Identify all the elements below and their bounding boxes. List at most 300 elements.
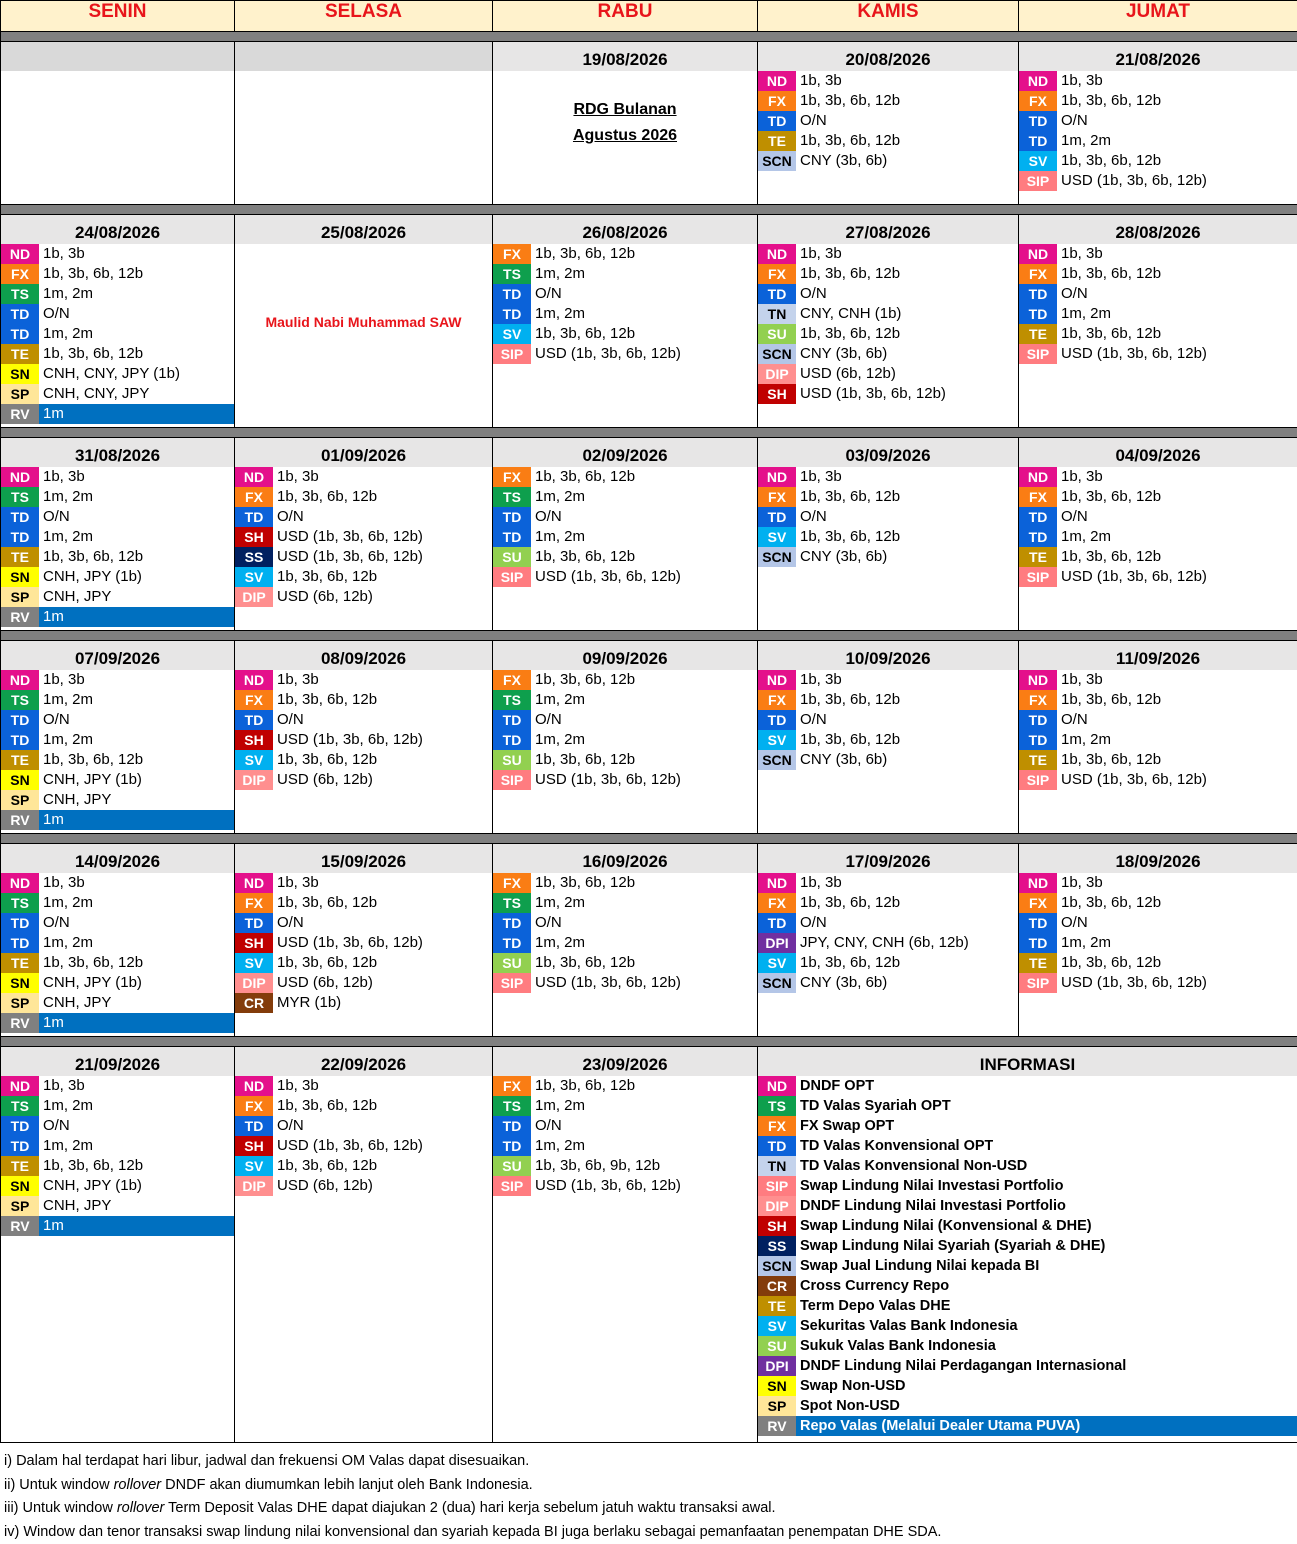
schedule-item (1, 670, 234, 690)
schedule-item (235, 913, 492, 933)
schedule-item (1019, 690, 1297, 710)
tenor-text: 1b, 3b, 6b, 12b (273, 567, 377, 587)
week-row (1, 42, 1297, 204)
instrument-badge-sn: SN (1, 973, 39, 993)
tenor-text: CNH, JPY (1b) (39, 567, 142, 587)
tenor-text: 1b, 3b, 6b, 12b (273, 1156, 377, 1176)
instrument-badge-td: TD (1019, 111, 1057, 131)
instrument-badge-nd: ND (1019, 71, 1057, 91)
tenor-text: 1b, 3b, 6b, 12b (531, 244, 635, 264)
instrument-badge-cr: CR (758, 1276, 796, 1296)
instrument-badge-ts: TS (1, 487, 39, 507)
schedule-item (493, 873, 757, 893)
schedule-item (758, 487, 1018, 507)
schedule-item (235, 933, 492, 953)
day-date: 01/09/2026 (235, 438, 492, 467)
empty-date-header (1, 42, 234, 71)
instrument-badge-fx: FX (493, 1076, 531, 1096)
instrument-badge-sip: SIP (1019, 171, 1057, 191)
tenor-text: MYR (1b) (273, 993, 341, 1013)
week-separator-bar (1, 833, 1297, 843)
instrument-badge-sp: SP (1, 587, 39, 607)
tenor-text: O/N (531, 284, 562, 304)
instrument-badge-td: TD (1, 507, 39, 527)
instrument-badge-nd: ND (758, 71, 796, 91)
instrument-badge-dip: DIP (235, 973, 273, 993)
schedule-item (493, 1136, 757, 1156)
schedule-item (1, 587, 234, 607)
legend-item (758, 1236, 1297, 1256)
tenor-text: O/N (273, 507, 304, 527)
tenor-text: USD (1b, 3b, 6b, 12b) (531, 770, 681, 790)
tenor-text: 1b, 3b (39, 873, 85, 893)
instrument-badge-te: TE (1, 953, 39, 973)
week-separator (1, 32, 1297, 42)
schedule-item (1, 344, 234, 364)
day-cell (493, 1047, 758, 1443)
instrument-badge-fx: FX (758, 91, 796, 111)
tenor-text: 1m, 2m (531, 1136, 585, 1156)
day-cell (758, 438, 1019, 631)
tenor-text: 1b, 3b, 6b, 12b (796, 91, 900, 111)
day-date: 10/09/2026 (758, 641, 1018, 670)
instrument-badge-ts: TS (1, 893, 39, 913)
tenor-text: 1b, 3b (273, 670, 319, 690)
tenor-text: 1b, 3b, 6b, 12b (1057, 91, 1161, 111)
tenor-text: O/N (796, 284, 827, 304)
schedule-item (1, 1176, 234, 1196)
tenor-text: USD (1b, 3b, 6b, 12b) (273, 1136, 423, 1156)
tenor-text: 1b, 3b, 6b, 12b (1057, 547, 1161, 567)
instrument-badge-td: TD (1019, 131, 1057, 151)
schedule-item (1019, 750, 1297, 770)
instrument-badge-te: TE (1, 750, 39, 770)
day-cell (1, 641, 235, 834)
schedule-item (235, 873, 492, 893)
schedule-item (235, 1176, 492, 1196)
legend-label: Cross Currency Repo (796, 1276, 949, 1296)
schedule-item (1, 527, 234, 547)
tenor-text: 1m, 2m (39, 933, 93, 953)
tenor-text: USD (6b, 12b) (273, 587, 373, 607)
tenor-text: 1m (39, 1013, 64, 1033)
week-separator-bar (1, 32, 1297, 42)
tenor-text: 1m, 2m (39, 284, 93, 304)
day-cell (235, 1047, 493, 1443)
tenor-text: USD (1b, 3b, 6b, 12b) (1057, 770, 1207, 790)
schedule-item (758, 690, 1018, 710)
instrument-badge-su: SU (758, 1336, 796, 1356)
schedule-item (758, 873, 1018, 893)
instrument-badge-dip: DIP (758, 364, 796, 384)
day-date: 18/09/2026 (1019, 844, 1297, 873)
instrument-badge-dip: DIP (235, 1176, 273, 1196)
tenor-text: 1b, 3b (1057, 467, 1103, 487)
schedule-item (235, 670, 492, 690)
schedule-item (235, 487, 492, 507)
tenor-text: 1b, 3b (796, 244, 842, 264)
instrument-badge-td: TD (493, 527, 531, 547)
tenor-text: 1b, 3b, 6b, 12b (1057, 893, 1161, 913)
schedule-item (758, 151, 1018, 171)
instrument-badge-td: TD (1019, 730, 1057, 750)
tenor-text: 1b, 3b (273, 873, 319, 893)
tenor-text: 1b, 3b, 6b, 12b (796, 690, 900, 710)
schedule-item (493, 304, 757, 324)
instrument-badge-sv: SV (235, 750, 273, 770)
day-cell (493, 641, 758, 834)
instrument-badge-sv: SV (235, 1156, 273, 1176)
legend-item (758, 1416, 1297, 1436)
schedule-item (1019, 91, 1297, 111)
day-date: 08/09/2026 (235, 641, 492, 670)
schedule-item (1, 790, 234, 810)
tenor-text: O/N (39, 913, 70, 933)
schedule-item (235, 467, 492, 487)
legend-label: DNDF Lindung Nilai Investasi Portfolio (796, 1196, 1066, 1216)
instrument-badge-scn: SCN (758, 547, 796, 567)
schedule-item (758, 750, 1018, 770)
schedule-item (1, 953, 234, 973)
instrument-badge-nd: ND (1, 670, 39, 690)
tenor-text: CNY (3b, 6b) (796, 750, 887, 770)
tenor-text: CNY (3b, 6b) (796, 151, 887, 171)
schedule-item (1, 1096, 234, 1116)
legend-label: TD Valas Syariah OPT (796, 1096, 951, 1116)
instrument-badge-te: TE (758, 131, 796, 151)
instrument-badge-td: TD (493, 304, 531, 324)
instrument-badge-td: TD (758, 1136, 796, 1156)
tenor-text: 1b, 3b, 6b, 12b (1057, 324, 1161, 344)
week-row (1, 641, 1297, 834)
instrument-badge-scn: SCN (758, 973, 796, 993)
tenor-text: CNH, JPY (1b) (39, 973, 142, 993)
tenor-text: O/N (796, 913, 827, 933)
schedule-item (758, 913, 1018, 933)
schedule-item (1019, 304, 1297, 324)
schedule-item (1, 810, 234, 830)
instrument-badge-cr: CR (235, 993, 273, 1013)
schedule-item (1, 244, 234, 264)
tenor-text: 1m, 2m (1057, 131, 1111, 151)
day-cell (1019, 214, 1297, 427)
instrument-badge-sn: SN (1, 364, 39, 384)
instrument-badge-fx: FX (758, 487, 796, 507)
schedule-item (1, 730, 234, 750)
schedule-item (1019, 344, 1297, 364)
tenor-text: 1b, 3b (796, 873, 842, 893)
tenor-text: 1b, 3b, 6b, 12b (39, 344, 143, 364)
instrument-badge-te: TE (1, 547, 39, 567)
schedule-item (235, 770, 492, 790)
legend-label: Swap Jual Lindung Nilai kepada BI (796, 1256, 1039, 1276)
day-date: 03/09/2026 (758, 438, 1018, 467)
day-cell (1, 214, 235, 427)
instrument-badge-td: TD (1, 730, 39, 750)
day-cell (1, 42, 235, 204)
schedule-item (1019, 973, 1297, 993)
tenor-text: 1b, 3b (1057, 873, 1103, 893)
instrument-badge-ts: TS (493, 264, 531, 284)
legend-item (758, 1356, 1297, 1376)
instrument-badge-sip: SIP (493, 567, 531, 587)
tenor-text: 1m, 2m (531, 690, 585, 710)
tenor-text: USD (1b, 3b, 6b, 12b) (273, 547, 423, 567)
instrument-badge-su: SU (493, 1156, 531, 1176)
schedule-item (1, 1136, 234, 1156)
schedule-item (493, 670, 757, 690)
legend-item (758, 1296, 1297, 1316)
tenor-text: USD (6b, 12b) (273, 973, 373, 993)
instrument-badge-sv: SV (493, 324, 531, 344)
tenor-text: 1m, 2m (531, 304, 585, 324)
tenor-text: CNH, CNY, JPY (1b) (39, 364, 180, 384)
footnote-text: DNDF akan diumumkan lebih lanjut oleh Bank Indonesia. (161, 1477, 533, 1493)
tenor-text: 1b, 3b, 6b, 12b (796, 324, 900, 344)
schedule-item (493, 953, 757, 973)
schedule-item (1019, 264, 1297, 284)
tenor-text: USD (6b, 12b) (273, 1176, 373, 1196)
tenor-text: 1b, 3b (273, 1076, 319, 1096)
legend-label: Swap Lindung Nilai (Konvensional & DHE) (796, 1216, 1092, 1236)
tenor-text: 1b, 3b, 6b, 12b (273, 953, 377, 973)
tenor-text: O/N (531, 710, 562, 730)
tenor-text: CNY, CNH (1b) (796, 304, 901, 324)
schedule-item (235, 710, 492, 730)
legend-label: Sekuritas Valas Bank Indonesia (796, 1316, 1018, 1336)
instrument-badge-ts: TS (493, 893, 531, 913)
tenor-text: 1m, 2m (531, 933, 585, 953)
schedule-item (493, 467, 757, 487)
schedule-item (493, 284, 757, 304)
day-cell (235, 214, 493, 427)
schedule-item (1019, 507, 1297, 527)
schedule-item (1, 973, 234, 993)
footnote-text: Term Deposit Valas DHE dapat diajukan 2 (dua) hari kerja sebelum jatuh waktu transaksi awal. (164, 1500, 775, 1516)
instrument-badge-rv: RV (1, 1013, 39, 1033)
tenor-text: USD (1b, 3b, 6b, 12b) (531, 567, 681, 587)
instrument-badge-nd: ND (1, 873, 39, 893)
instrument-badge-td: TD (493, 913, 531, 933)
week-separator-bar (1, 427, 1297, 437)
day-cell (1, 844, 235, 1037)
day-date: 25/08/2026 (235, 215, 492, 244)
day-cell (758, 641, 1019, 834)
tenor-text: O/N (1057, 111, 1088, 131)
legend-label: TD Valas Konvensional OPT (796, 1136, 993, 1156)
tenor-text: O/N (273, 710, 304, 730)
instrument-badge-td: TD (1, 527, 39, 547)
legend-label: FX Swap OPT (796, 1116, 894, 1136)
instrument-badge-td: TD (1, 710, 39, 730)
tenor-text: 1b, 3b, 6b, 12b (273, 487, 377, 507)
instrument-badge-nd: ND (1019, 873, 1057, 893)
schedule-item (1019, 111, 1297, 131)
instrument-badge-ts: TS (1, 284, 39, 304)
instrument-badge-sv: SV (235, 567, 273, 587)
schedule-item (235, 527, 492, 547)
legend-label: DNDF Lindung Nilai Perdagangan Internasional (796, 1356, 1126, 1376)
schedule-item (493, 1176, 757, 1196)
instrument-badge-fx: FX (1019, 487, 1057, 507)
instrument-badge-sv: SV (1019, 151, 1057, 171)
footnote-italic: rollover (114, 1477, 162, 1493)
instrument-badge-td: TD (493, 1136, 531, 1156)
schedule-item (1019, 284, 1297, 304)
legend-item (758, 1316, 1297, 1336)
instrument-badge-te: TE (1, 1156, 39, 1176)
schedule-item (493, 527, 757, 547)
instrument-badge-nd: ND (1019, 670, 1057, 690)
instrument-badge-sv: SV (758, 1316, 796, 1336)
schedule-item (1, 304, 234, 324)
tenor-text: 1b, 3b, 6b, 12b (39, 750, 143, 770)
instrument-badge-fx: FX (1, 264, 39, 284)
day-cell (758, 42, 1019, 204)
instrument-badge-td: TD (758, 111, 796, 131)
schedule-item (758, 344, 1018, 364)
schedule-item (1, 487, 234, 507)
schedule-item (1, 507, 234, 527)
tenor-text: CNH, JPY (39, 1196, 111, 1216)
schedule-item (493, 547, 757, 567)
tenor-text: O/N (39, 710, 70, 730)
instrument-badge-fx: FX (493, 244, 531, 264)
rdg-note-line: RDG Bulanan (493, 97, 757, 123)
tenor-text: 1m, 2m (531, 487, 585, 507)
tenor-text: CNH, JPY (1b) (39, 770, 142, 790)
instrument-badge-td: TD (758, 284, 796, 304)
tenor-text: 1m (39, 810, 64, 830)
legend-item (758, 1396, 1297, 1416)
tenor-text: 1b, 3b, 6b, 12b (1057, 750, 1161, 770)
calendar-body (1, 32, 1297, 1443)
instrument-badge-nd: ND (1, 244, 39, 264)
tenor-text: O/N (39, 304, 70, 324)
schedule-item (1019, 527, 1297, 547)
legend-item (758, 1196, 1297, 1216)
schedule-item (1019, 770, 1297, 790)
tenor-text: 1b, 3b (39, 244, 85, 264)
week-row (1, 1047, 1297, 1443)
tenor-text: 1b, 3b, 6b, 12b (273, 750, 377, 770)
instrument-badge-td: TD (235, 507, 273, 527)
tenor-text: USD (1b, 3b, 6b, 12b) (1057, 567, 1207, 587)
tenor-text: 1m, 2m (39, 527, 93, 547)
day-date: 04/09/2026 (1019, 438, 1297, 467)
instrument-badge-nd: ND (235, 873, 273, 893)
schedule-item (1, 1216, 234, 1236)
tenor-text: 1m, 2m (1057, 933, 1111, 953)
instrument-badge-td: TD (493, 1116, 531, 1136)
instrument-badge-fx: FX (1019, 893, 1057, 913)
schedule-item (1, 710, 234, 730)
tenor-text: 1b, 3b, 6b, 12b (1057, 264, 1161, 284)
tenor-text: 1b, 3b, 6b, 12b (1057, 953, 1161, 973)
day-date: 02/09/2026 (493, 438, 757, 467)
legend-label: Swap Lindung Nilai Syariah (Syariah & DHE) (796, 1236, 1105, 1256)
day-cell (758, 214, 1019, 427)
tenor-text: 1b, 3b, 6b, 12b (796, 264, 900, 284)
footnote (4, 1521, 1294, 1544)
instrument-badge-dip: DIP (235, 587, 273, 607)
footnote-text: iii) Untuk window (4, 1500, 117, 1516)
instrument-badge-te: TE (1019, 547, 1057, 567)
instrument-badge-sv: SV (235, 953, 273, 973)
instrument-badge-td: TD (235, 913, 273, 933)
tenor-text: 1m, 2m (39, 690, 93, 710)
schedule-item (1, 1196, 234, 1216)
legend-item (758, 1136, 1297, 1156)
tenor-text: JPY, CNY, CNH (6b, 12b) (796, 933, 969, 953)
instrument-badge-ts: TS (493, 1096, 531, 1116)
instrument-badge-fx: FX (493, 467, 531, 487)
weekday-header-kamis: KAMIS (758, 1, 1019, 32)
tenor-text: 1b, 3b, 6b, 12b (531, 750, 635, 770)
weekday-header-row (1, 1, 1297, 32)
day-cell (1, 1047, 235, 1443)
day-cell (235, 42, 493, 204)
instrument-badge-sp: SP (758, 1396, 796, 1416)
schedule-item (1019, 151, 1297, 171)
instrument-badge-sh: SH (235, 730, 273, 750)
instrument-badge-td: TD (1, 324, 39, 344)
instrument-badge-fx: FX (235, 1096, 273, 1116)
tenor-text: CNH, JPY (39, 790, 111, 810)
tenor-text: O/N (531, 913, 562, 933)
instrument-badge-nd: ND (1019, 467, 1057, 487)
schedule-item (1, 364, 234, 384)
instrument-badge-td: TD (235, 1116, 273, 1136)
tenor-text: O/N (796, 710, 827, 730)
tenor-text: 1b, 3b, 6b, 12b (531, 670, 635, 690)
day-date: 20/08/2026 (758, 42, 1018, 71)
tenor-text: CNH, JPY (1b) (39, 1176, 142, 1196)
tenor-text: 1m, 2m (39, 487, 93, 507)
instrument-badge-sip: SIP (1019, 344, 1057, 364)
instrument-badge-sip: SIP (1019, 770, 1057, 790)
schedule-item (758, 893, 1018, 913)
day-cell (493, 214, 758, 427)
instrument-badge-te: TE (1019, 750, 1057, 770)
schedule-item (758, 527, 1018, 547)
schedule-item (1, 284, 234, 304)
tenor-text: USD (1b, 3b, 6b, 12b) (273, 527, 423, 547)
instrument-badge-scn: SCN (758, 750, 796, 770)
schedule-item (758, 547, 1018, 567)
schedule-item (1, 567, 234, 587)
instrument-badge-fx: FX (235, 893, 273, 913)
tenor-text: 1m, 2m (39, 893, 93, 913)
instrument-badge-nd: ND (758, 1076, 796, 1096)
tenor-text: USD (1b, 3b, 6b, 12b) (1057, 171, 1207, 191)
instrument-badge-td: TD (493, 730, 531, 750)
instrument-badge-te: TE (1, 344, 39, 364)
tenor-text: 1m, 2m (531, 730, 585, 750)
instrument-badge-sip: SIP (1019, 567, 1057, 587)
schedule-item (1019, 171, 1297, 191)
schedule-item (493, 973, 757, 993)
instrument-badge-fx: FX (1019, 264, 1057, 284)
tenor-text: CNY (3b, 6b) (796, 344, 887, 364)
instrument-badge-td: TD (1019, 507, 1057, 527)
tenor-text: 1m, 2m (1057, 304, 1111, 324)
instrument-badge-sp: SP (1, 384, 39, 404)
tenor-text: 1b, 3b, 6b, 12b (796, 131, 900, 151)
schedule-item (1, 1116, 234, 1136)
instrument-badge-td: TD (493, 507, 531, 527)
tenor-text: CNY (3b, 6b) (796, 973, 887, 993)
